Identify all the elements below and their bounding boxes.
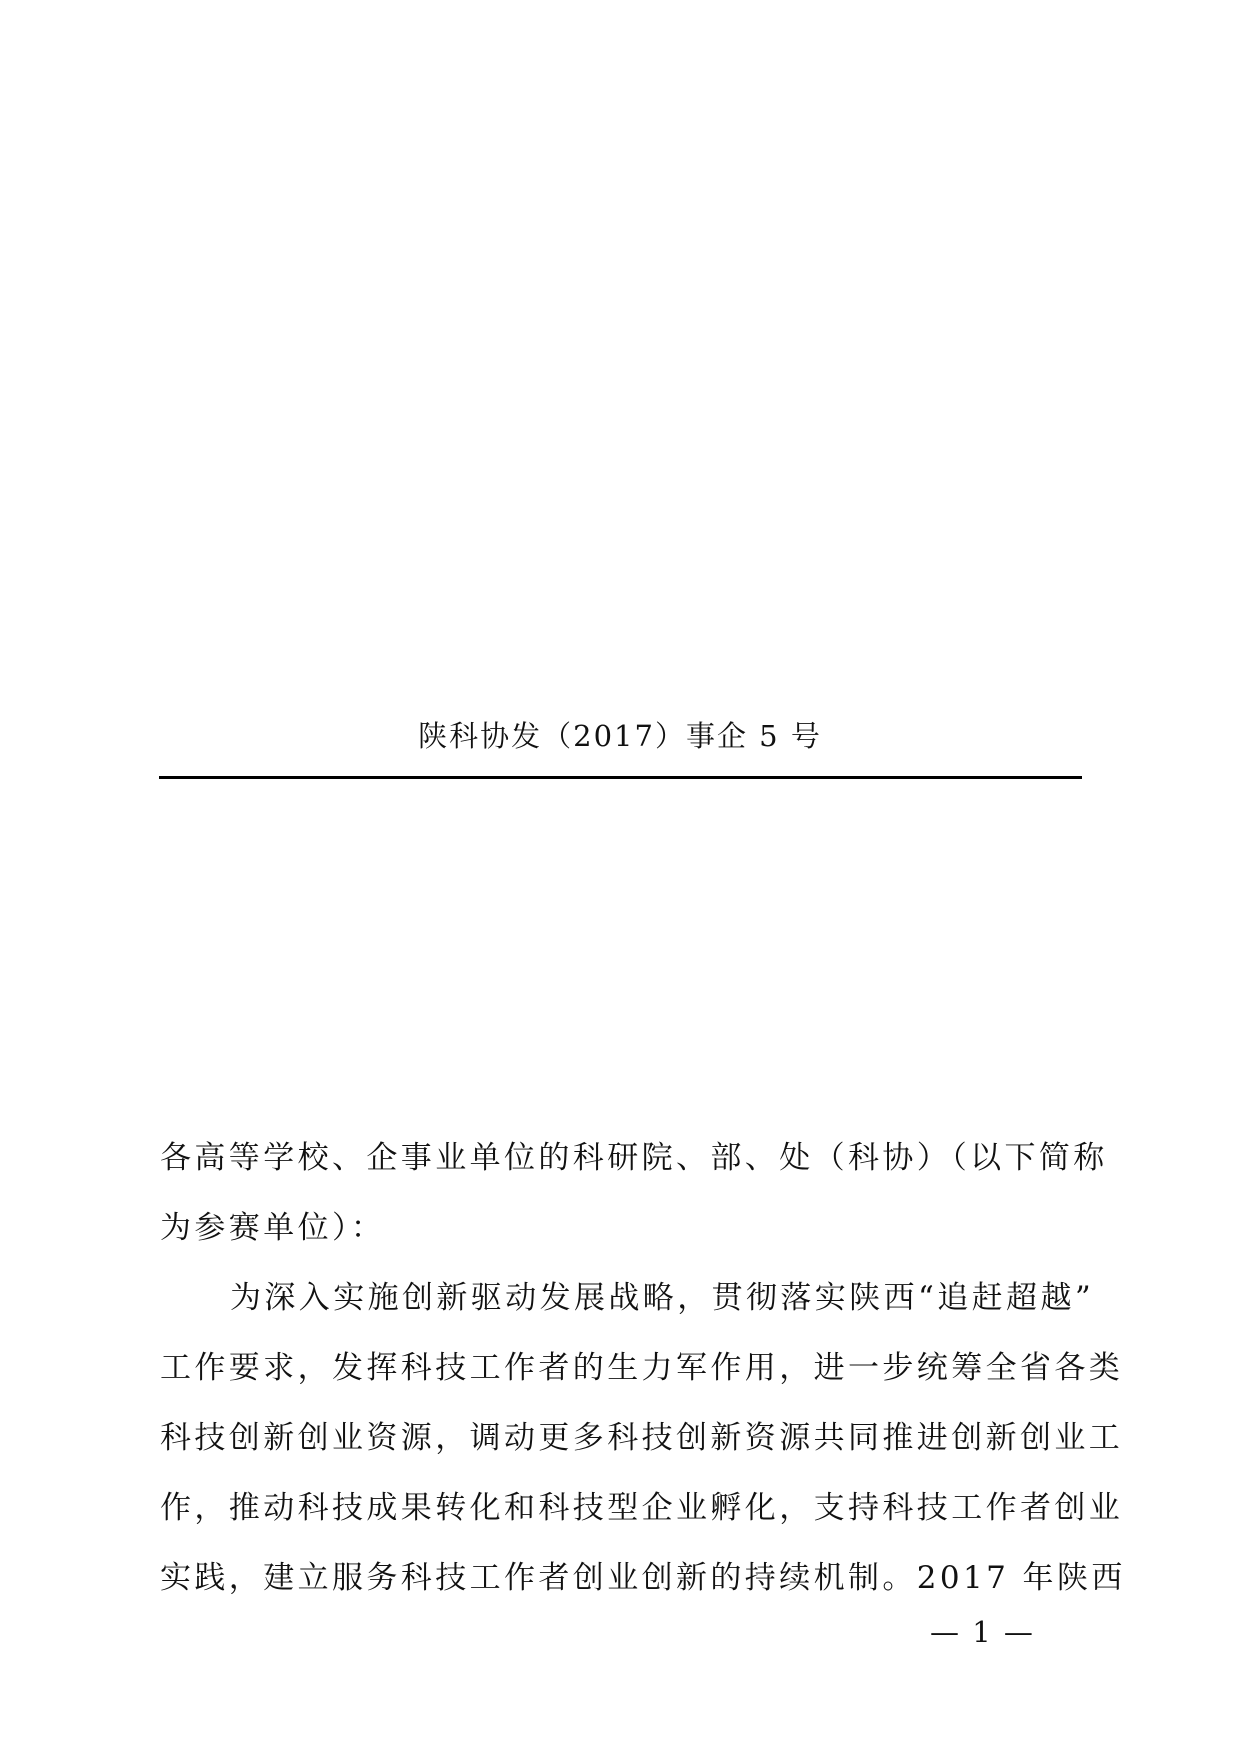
page-number: — 1 — [930,1615,1035,1649]
header-divider [159,776,1082,779]
paragraph-line-2: 工作要求，发挥科技工作者的生力军作用，进一步统筹全省各类 [160,1350,1124,1386]
document-number: 陕科协发（2017）事企 5 号 [418,719,822,753]
paragraph-line-5: 实践，建立服务科技工作者创业创新的持续机制。2017 年陕西 [160,1560,1126,1596]
paragraph-line-4: 作，推动科技成果转化和科技型企业孵化，支持科技工作者创业 [160,1490,1124,1526]
paragraph-line-1: 为深入实施创新驱动发展战略，贯彻落实陕西“追赶超越” [230,1280,1095,1316]
addressee-line-1: 各高等学校、企事业单位的科研院、部、处（科协）（以下简称 [160,1140,1108,1176]
paragraph-line-3: 科技创新创业资源，调动更多科技创新资源共同推进创新创业工 [160,1420,1124,1456]
addressee-line-2: 为参赛单位）： [160,1210,386,1246]
